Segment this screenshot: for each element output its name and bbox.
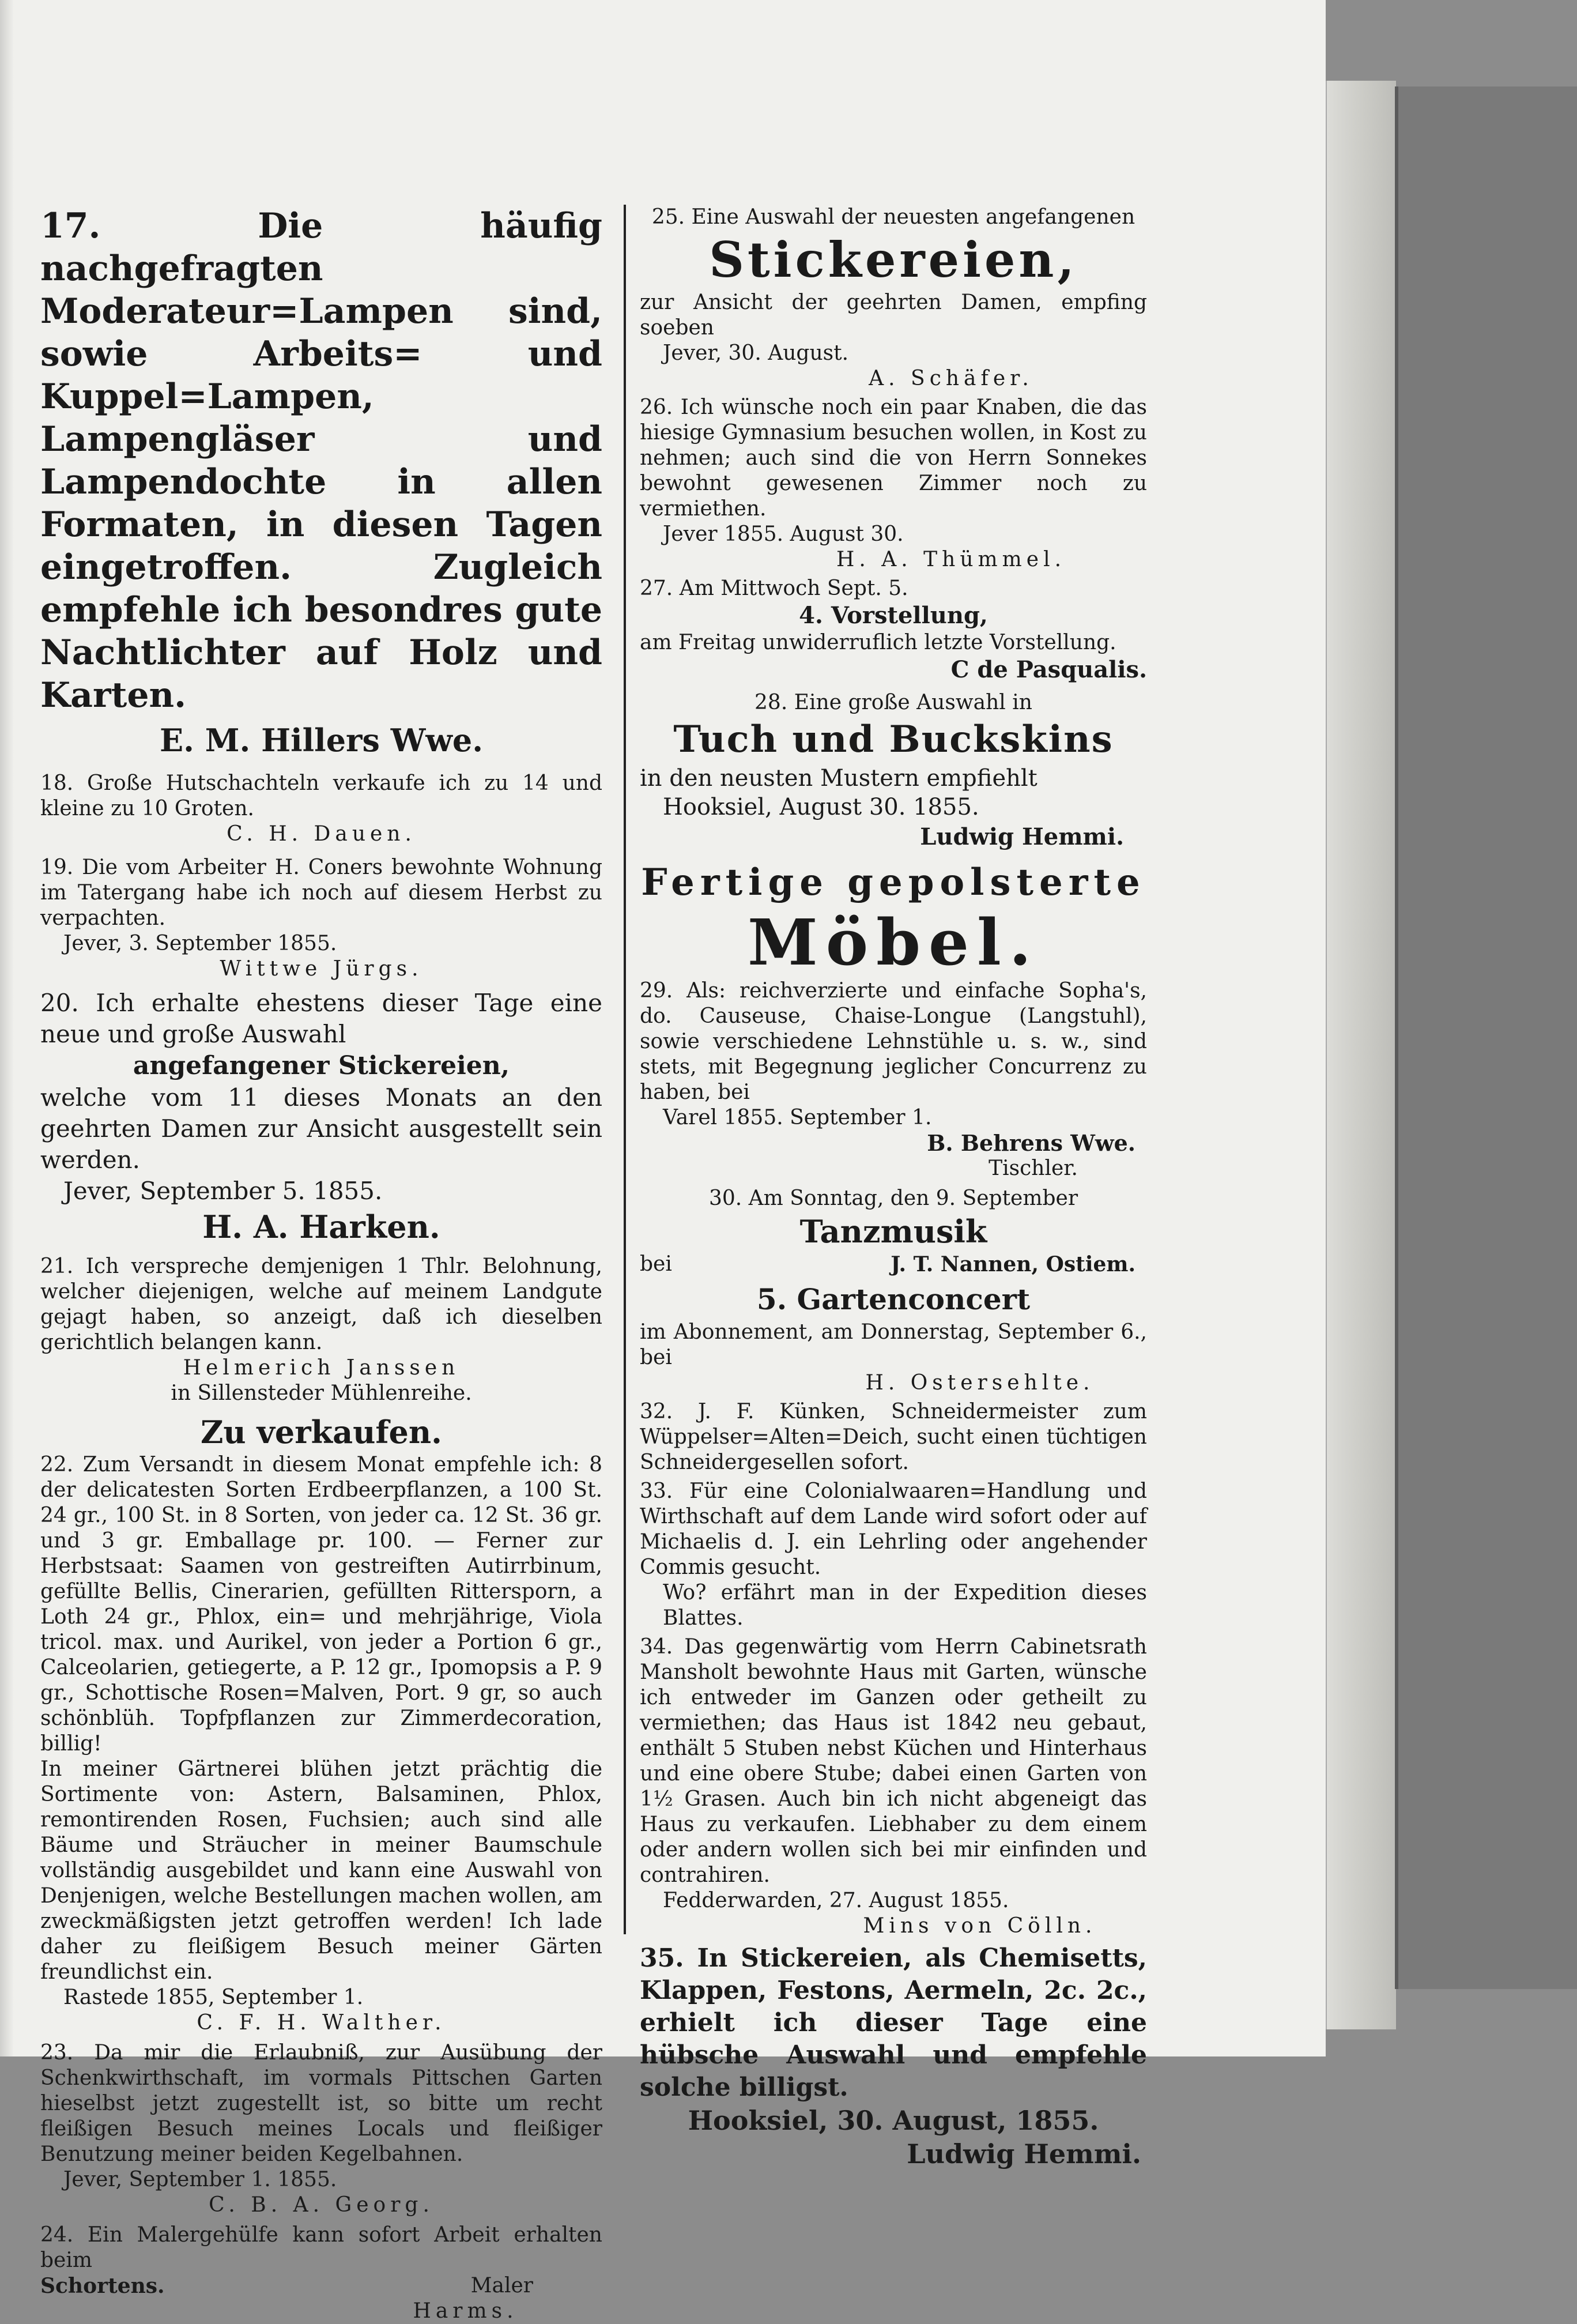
- advert-21: [40, 1254, 602, 1406]
- advert-date: Rastede 1855, September 1.: [63, 1986, 364, 2009]
- advert-signature: J. T. Nannen, Ostiem.: [891, 1252, 1135, 1276]
- advert-text: 19. Die vom Arbeiter H. Coners bewohnte Wohnung im Tatergang habe ich noch auf diesem Herbst zu verpachten.: [40, 856, 602, 930]
- advert-heading: Tanzmusik: [799, 1213, 987, 1250]
- advert-27: [640, 576, 1147, 684]
- advert-signature: H. Ostersehlte.: [865, 1371, 1095, 1395]
- advert-heading: Stickereien,: [709, 231, 1078, 288]
- advert-text: 28. Eine große Auswahl in: [754, 691, 1032, 714]
- advert-20: [40, 988, 602, 1247]
- advert-heading: 4. Vorstellung,: [799, 602, 988, 629]
- advert-date: Jever, September 5. 1855.: [63, 1177, 383, 1205]
- advert-signature: C. F. H. Walther.: [197, 2011, 446, 2035]
- advert-heading: angefangener Stickereien,: [133, 1051, 510, 1080]
- advert-text: am Freitag unwiderruflich letzte Vorstellung.: [640, 631, 1116, 654]
- advert-date: Varel 1855. September 1.: [663, 1106, 932, 1129]
- advert-text: 34. Das gegenwärtig vom Herrn Cabinetsrath Mansholt bewohnte Haus mit Garten, wünsche ich entweder im Ganzen oder getheilt zu vermiethen; das Haus ist 1842 neu gebaut, enthält 5 Stuben nebst Küchen und Hinterhaus und eine obere Stube; dabei einen Garten von 1½ Grasen. Auch bin ich nicht abgeneigt das Haus zu verkaufen. Liebhaber zu dem einem oder andern wollen sich bei mir einfinden und contrahiren.: [640, 1635, 1147, 1887]
- advert-heading: Tuch und Buckskins: [673, 718, 1114, 761]
- book-cover: [1395, 86, 1577, 1989]
- advert-text: 21. Ich verspreche demjenigen 1 Thlr. Belohnung, welcher diejenigen, welche auf meinem Landgute gejagt haben, so anzeigt, daß ich dieselben gerichtlich belangen kann.: [40, 1255, 602, 1354]
- advert-text: zur Ansicht der geehrten Damen, empfing soeben: [640, 291, 1147, 340]
- advert-text: 24. Ein Malergehülfe kann sofort Arbeit erhalten beim: [40, 2223, 602, 2272]
- advert-text: 32. J. F. Künken, Schneidermeister zum Wüppelser=Alten=Deich, sucht einen tüchtigen Schneidergesellen sofort.: [640, 1400, 1147, 1474]
- advert-text: bei: [640, 1252, 672, 1276]
- advert-date: Jever, 3. September 1855.: [63, 932, 337, 955]
- advert-text: In meiner Gärtnerei blühen jetzt prächtig die Sortimente von: Astern, Balsaminen, Phlox, remontirenden Rosen, Fuchsien; auch sind alle Bäume und Sträucher in meiner Baumschule vollständig ausgebildet und kann eine Auswahl von Denjenigen, welche Bestellungen machen wollen, am zweckmäßigsten jetzt getroffen werden! Ich lade daher zu fleißigem Besuch meiner Gärten freundlichst ein.: [40, 1757, 602, 1984]
- advert-text: welche vom 11 dieses Monats an den geehrten Damen zur Ansicht ausgestellt sein werden.: [40, 1083, 602, 1174]
- advert-signature: E. M. Hillers Wwe.: [160, 722, 483, 759]
- advert-heading: Möbel.: [747, 905, 1040, 980]
- advert-signature: Helmerich Janssen: [183, 1356, 460, 1380]
- advert-signature: H. A. Harken.: [202, 1208, 440, 1245]
- advert-signature: C. B. A. Georg.: [209, 2193, 434, 2217]
- advert-text: 35. In Stickereien, als Chemisetts, Klappen, Festons, Aermeln, 2c. 2c., erhielt ich dieser Tage eine hübsche Auswahl und empfehle solche billigst.: [640, 1943, 1147, 2102]
- advert-heading: 5. Gartenconcert: [756, 1282, 1031, 1316]
- advert-text: 25. Eine Auswahl der neuesten angefangenen: [651, 205, 1135, 229]
- advert-heading: Fertige gepolsterte: [641, 861, 1146, 904]
- advert-text: Wo? erfährt man in der Expedition dieses Blattes.: [663, 1581, 1147, 1630]
- advert-text: 23. Da mir die Erlaubniß, zur Ausübung der Schenkwirthschaft, im vormals Pittschen Garten hieselbst jetzt zugestellt ist, so bitte um recht fleißigen Besuch meines Locals und fleißiger Benutzung meiner beiden Kegelbahnen.: [40, 2041, 602, 2166]
- advert-text: 27. Am Mittwoch Sept. 5.: [640, 577, 908, 600]
- advert-date: Hooksiel, August 30. 1855.: [663, 794, 979, 820]
- right-column: [640, 205, 1147, 2171]
- advert-text: 17. Die häufig nachgefragten Moderateur=Lampen sind, sowie Arbeits= und Kuppel=Lampen, Lampengläser und Lampendochte in allen Formaten, in diesen Tagen eingetroffen. Zugleich empfehle ich besondres gute Nachtlichter auf Holz und Karten.: [40, 206, 602, 715]
- advert-32: [640, 1399, 1147, 1475]
- advert-signature: Harms.: [413, 2299, 518, 2323]
- advert-text: 29. Als: reichverzierte und einfache Sopha's, do. Causeuse, Chaise-Longue (Langstuhl), sowie verschiedene Lehnstühle u. s. w., sind stets, mit Begegnung jeglicher Concurrenz zu haben, bei: [640, 979, 1147, 1104]
- advert-text: im Abonnement, am Donnerstag, September 6., bei: [640, 1320, 1147, 1369]
- advert-date: Hooksiel, 30. August, 1855.: [688, 2105, 1099, 2136]
- advert-text: 33. Für eine Colonialwaaren=Handlung und Wirthschaft auf dem Lande wird sofort oder auf Michaelis d. J. ein Lehrling oder angehender Commis gesucht.: [640, 1479, 1147, 1579]
- advert-signature: C. H. Dauen.: [227, 822, 416, 846]
- page-edges: [1326, 81, 1396, 2029]
- advert-signature: C de Pasqualis.: [950, 656, 1147, 683]
- advert-heading: Zu verkaufen.: [201, 1414, 442, 1451]
- advert-34: [640, 1634, 1147, 1939]
- advert-date: Jever, September 1. 1855.: [63, 2168, 337, 2191]
- advert-signature: Ludwig Hemmi.: [920, 823, 1124, 850]
- page-gutter-shadow: [0, 0, 14, 2056]
- advert-role: Tischler.: [989, 1157, 1078, 1180]
- advert-33: [640, 1479, 1147, 1631]
- advert-text: 30. Am Sonntag, den 9. September: [708, 1187, 1078, 1210]
- advert-date: Jever 1855. August 30.: [663, 522, 904, 546]
- advert-date: Fedderwarden, 27. August 1855.: [663, 1889, 1009, 1912]
- advert-18: [40, 771, 602, 847]
- advert-19: [40, 855, 602, 982]
- column-rule: [624, 205, 626, 1934]
- advert-35: [640, 1942, 1147, 2171]
- advert-signature: Mins von Cölln.: [863, 1914, 1097, 1938]
- advert-26: [640, 395, 1147, 572]
- advert-25: [640, 205, 1147, 391]
- advert-22: [40, 1412, 602, 2036]
- advert-text: 20. Ich erhalte ehestens dieser Tage eine neue und große Auswahl: [40, 989, 602, 1048]
- advert-text: in den neusten Mustern empfiehlt: [640, 765, 1038, 792]
- advert-30: [640, 1186, 1147, 1277]
- advert-text: 18. Große Hutschachteln verkaufe ich zu 14 und kleine zu 10 Groten.: [40, 771, 602, 820]
- advert-29: [640, 858, 1147, 1181]
- advert-signature: B. Behrens Wwe.: [927, 1130, 1135, 1156]
- advert-signature: H. A. Thümmel.: [836, 548, 1066, 571]
- advert-17: [40, 205, 602, 760]
- advert-23: [40, 2040, 602, 2218]
- advert-date: Jever, 30. August.: [663, 341, 849, 365]
- left-column: [40, 205, 602, 2324]
- advert-text: 22. Zum Versandt in diesem Monat empfehle ich: 8 der delicatesten Sorten Erdbeerpflanzen, a 100 St. 24 gr., 100 St. in 8 Sorten, von jeder ca. 12 St. 36 gr. und 3 gr. Emballage pr. 100. — Ferner zur Herbstsaat: Saamen von gestreiften Autirrbinum, gefüllte Bellis, Cinerarien, gefüllten Rittersporn, a Loth 24 gr., Phlox, ein= und mehrjährige, Viola tricol. max. und Aurikel, von jeder a Portion 6 gr., Calceolarien, getiegerte, a P. 12 gr., Ipomopsis a P. 9 gr., Schottische Rosen=Malven, Port. 9 gr, so auch schönblüh. Topfpflanzen zur Zimmerdecoration, billig!: [40, 1453, 602, 1756]
- advert-place: Schortens.: [40, 2274, 165, 2298]
- advert-signature: A. Schäfer.: [869, 367, 1033, 390]
- advert-24: [40, 2223, 602, 2324]
- advert-role: Maler: [470, 2274, 533, 2297]
- advert-28: [640, 690, 1147, 853]
- advert-signature: Ludwig Hemmi.: [907, 2138, 1141, 2169]
- advert-text: 26. Ich wünsche noch ein paar Knaben, die das hiesige Gymnasium besuchen wollen, in Kost zu nehmen; auch sind die von Herrn Sonnekes bewohnt gewesenen Zimmer noch zu vermiethen.: [640, 396, 1147, 521]
- advert-signature: Wittwe Jürgs.: [220, 957, 423, 981]
- advert-31: [640, 1279, 1147, 1396]
- advert-location: in Sillensteder Mühlenreihe.: [171, 1381, 472, 1405]
